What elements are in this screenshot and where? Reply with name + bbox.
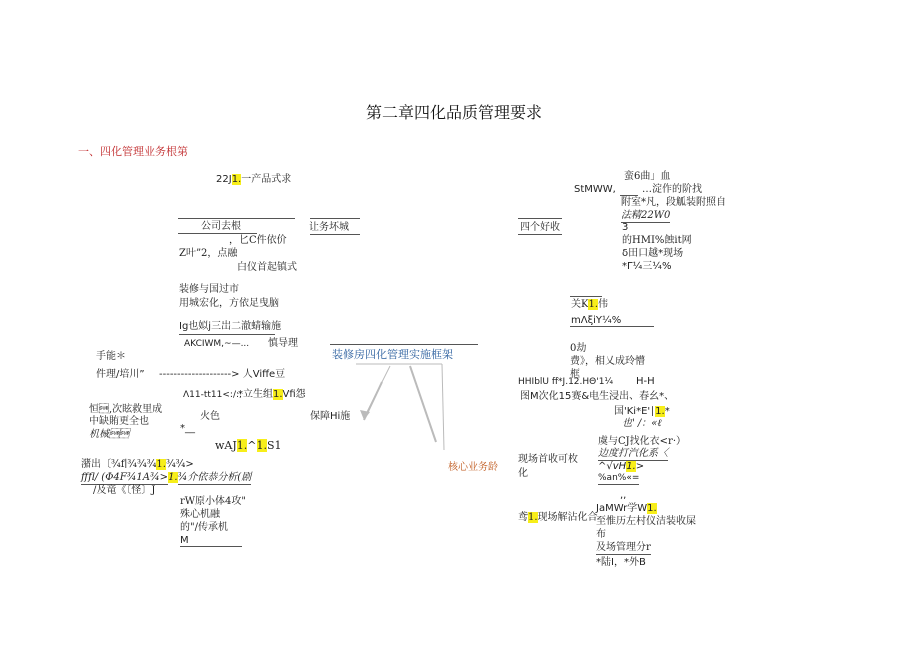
left-line-18: 机械	[89, 429, 129, 440]
left-line-8: Ig也姒j三岀二澈蜻输施	[179, 321, 282, 332]
left-line-24: /及竜《〔怪〕J	[93, 485, 156, 496]
right-line-5: 法精22W0	[621, 210, 671, 221]
right-line-22: 边度打汽化系〈	[598, 448, 668, 459]
right-line-7: 3	[622, 222, 629, 233]
right-line-21: 虞与CJ找化衣<r·）	[598, 436, 686, 447]
section-heading: 一、四化管理业务根第	[78, 145, 188, 158]
right-line-25: 现场首收可枚	[518, 454, 578, 465]
center-label-3: 核心业务龄	[448, 462, 498, 473]
right-line-19: 国'Ki*E'∣1.*	[614, 406, 670, 417]
right-line-30: 布	[596, 529, 606, 540]
left-line-28: M	[180, 535, 189, 546]
divider	[570, 326, 654, 327]
right-line-28: JaMWr学W1.	[596, 503, 657, 514]
right-line-24: %an%«=	[598, 473, 640, 483]
left-line-23: fffl/ (Φ4F¾1A¾>1.¾介依恭分析(剧	[81, 472, 252, 483]
left-line-15: *立生组1.Vfi怨	[238, 389, 306, 400]
left-line-1: 22J1.一产品式求	[216, 174, 292, 185]
right-line-9: δ田口越*现场	[622, 248, 684, 259]
right-line-20: 也' /：«ℓ	[622, 418, 662, 429]
left-line-3: ，匕C件依价	[229, 235, 287, 246]
left-line-17: 中缺賄更全也	[89, 416, 149, 427]
right-line-12: mΛξiY¼%	[571, 315, 622, 326]
left-line-4: Z叶”2，点融	[179, 248, 238, 259]
right-line-31: 及场管理分r	[596, 542, 651, 553]
right-line-1: 蛮6曲」血	[624, 171, 671, 182]
left-line-13: --------------------> 人Viffe豆	[159, 369, 286, 380]
left-line-22: 潴出〔¾f∣¾¾¾1.¾¾>	[81, 459, 194, 470]
divider	[518, 218, 562, 219]
framework-top-line	[330, 344, 478, 345]
divider	[310, 234, 360, 235]
right-line-6: 四个好收	[520, 222, 560, 233]
divider	[180, 546, 242, 547]
right-line-23: ^√vH1.>	[598, 461, 645, 472]
right-line-11: 关K1.伟	[571, 299, 609, 310]
left-line-25: rW原小体4攻"	[180, 496, 247, 507]
left-line-11: 手能＊	[96, 351, 126, 362]
right-line-33: 鸢1.现场解沾化合	[518, 512, 598, 523]
left-line-6: 装修与国过市	[179, 284, 239, 295]
divider	[179, 334, 275, 335]
divider	[570, 296, 602, 297]
left-line-7: 用城宏化，方依足曳脑	[179, 298, 279, 309]
right-line-3: …淀作的阶找	[642, 184, 702, 195]
divider	[178, 233, 257, 234]
right-line-29: 至惟历左村仪洁装收屎	[596, 516, 696, 527]
left-line-10: 慎导理	[268, 338, 298, 349]
right-line-10: *Γ¼三¼%	[622, 261, 672, 272]
page-title: 第二章四化品质管理要求	[366, 103, 543, 122]
right-line-4: 附室*凡，段觚装附照自	[621, 197, 726, 208]
left-line-2: 公司去根	[201, 221, 241, 232]
left-line-16: 恒,次眩救里成	[89, 404, 163, 415]
right-line-26: 化	[518, 468, 528, 479]
framework-diagram	[350, 362, 460, 452]
right-line-8: 的HMI%蝕it网	[622, 235, 692, 246]
right-line-16: HHIblU ff*J.12.HΘ'1¼	[518, 377, 614, 387]
left-line-14: Λ11-tt11<:/:;	[183, 390, 243, 400]
framework-title: 装修房四化管理实施框架	[332, 348, 453, 361]
left-line-19: 火色	[200, 411, 220, 422]
left-line-12: 件理/培川”	[96, 369, 145, 380]
right-line-15: 框	[570, 369, 580, 380]
left-line-5: 白仪首起镇式	[237, 262, 297, 273]
center-label-1: 让务坏城	[309, 222, 349, 233]
divider	[518, 234, 562, 235]
right-line-27: ,,	[620, 490, 627, 501]
divider	[620, 195, 638, 196]
center-label-2: 保障Hi施	[310, 411, 351, 422]
left-line-20: *__	[180, 423, 195, 434]
left-line-9: AKCIWM,~—...	[184, 339, 250, 349]
right-line-32: *陆I，*外B	[596, 557, 646, 568]
divider	[310, 218, 360, 219]
right-line-18: 图M次化15赛&电生浸出、春幺*、	[520, 391, 675, 402]
left-line-27: 的"/传承机	[180, 522, 228, 533]
right-line-13: 0劫	[570, 343, 587, 354]
left-line-26: 殊心机融	[180, 509, 220, 520]
divider	[178, 218, 295, 219]
right-line-17: H-H	[636, 376, 655, 387]
right-line-2: StMWW,	[574, 184, 616, 195]
right-line-14: 费》，相乂成玲懵	[570, 356, 645, 367]
left-line-21: wAJ1.^1.S1	[215, 439, 282, 452]
